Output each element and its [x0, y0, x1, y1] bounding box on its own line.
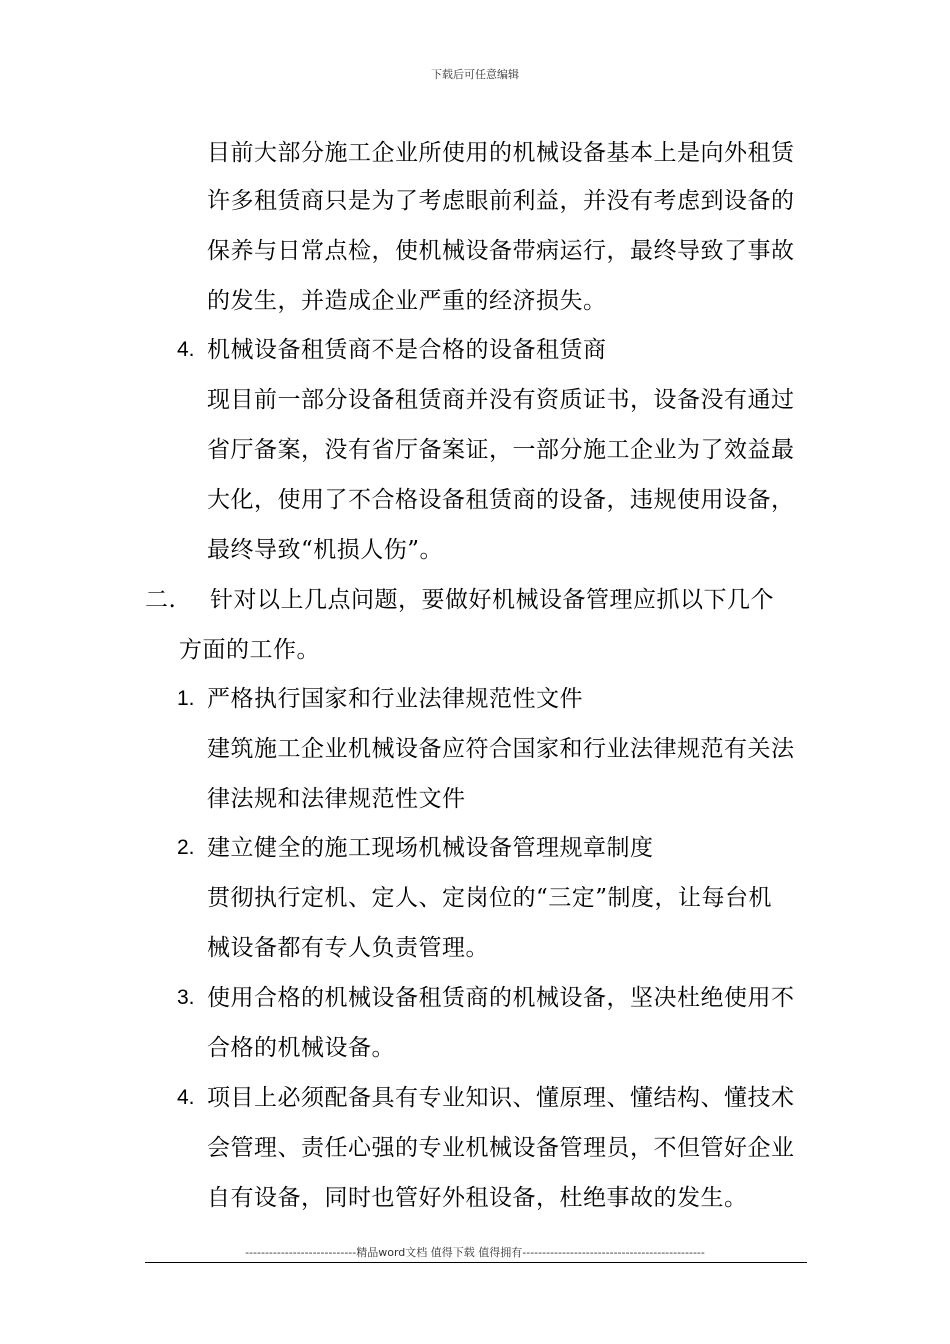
footer-rule — [145, 1262, 807, 1263]
paragraph-line: 自有设备，同时也管好外租设备，杜绝事故的发生。 — [207, 1185, 748, 1211]
section-marker: 二. — [145, 587, 177, 613]
list-item-title: 严格执行国家和行业法律规范性文件 — [207, 686, 583, 712]
paragraph-line: 现目前一部分设备租赁商并没有资质证书，设备没有通过 — [207, 387, 795, 413]
list-marker: 4. — [177, 338, 195, 361]
list-item-title: 使用合格的机械设备租赁商的机械设备，坚决杜绝使用不 — [207, 985, 795, 1011]
list-marker: 2. — [177, 836, 195, 859]
list-item-title: 机械设备租赁商不是合格的设备租赁商 — [207, 337, 607, 363]
paragraph-line: 许多租赁商只是为了考虑眼前利益，并没有考虑到设备的 — [207, 188, 795, 214]
paragraph-line: 律法规和法律规范性文件 — [207, 786, 466, 812]
paragraph-line: 贯彻执行定机、定人、定岗位的“三定”制度，让每台机 — [207, 885, 773, 911]
paragraph-line: 合格的机械设备。 — [207, 1035, 395, 1061]
paragraph-line: 保养与日常点检，使机械设备带病运行，最终导致了事故 — [207, 238, 795, 264]
paragraph-line: 大化，使用了不合格设备租赁商的设备，违规使用设备， — [207, 487, 795, 513]
list-item-title: 项目上必须配备具有专业知识、懂原理、懂结构、懂技术 — [207, 1085, 795, 1111]
page-header: 下载后可任意编辑 — [431, 68, 519, 81]
list-item-title: 建立健全的施工现场机械设备管理规章制度 — [207, 835, 654, 861]
paragraph-line: 建筑施工企业机械设备应符合国家和行业法律规范有关法 — [207, 736, 795, 762]
list-marker: 1. — [177, 687, 195, 710]
paragraph-line: 省厅备案，没有省厅备案证，一部分施工企业为了效益最 — [207, 437, 795, 463]
paragraph-line: 的发生，并造成企业严重的经济损失。 — [207, 288, 607, 314]
section-heading: 针对以上几点问题，要做好机械设备管理应抓以下几个 — [210, 587, 774, 613]
list-marker: 3. — [177, 986, 195, 1009]
list-marker: 4. — [177, 1086, 195, 1109]
paragraph-line: 最终导致“机损人伤”。 — [207, 537, 444, 563]
section-heading: 方面的工作。 — [179, 637, 320, 663]
page-footer: ----------------------------精品word文档 值得下载 值得拥有---------------------------------------------- — [245, 1246, 705, 1259]
paragraph-line: 会管理、责任心强的专业机械设备管理员，不但管好企业 — [207, 1135, 795, 1161]
paragraph-line: 械设备都有专人负责管理。 — [207, 935, 489, 961]
paragraph-line: 目前大部分施工企业所使用的机械设备基本上是向外租赁 — [207, 140, 795, 166]
